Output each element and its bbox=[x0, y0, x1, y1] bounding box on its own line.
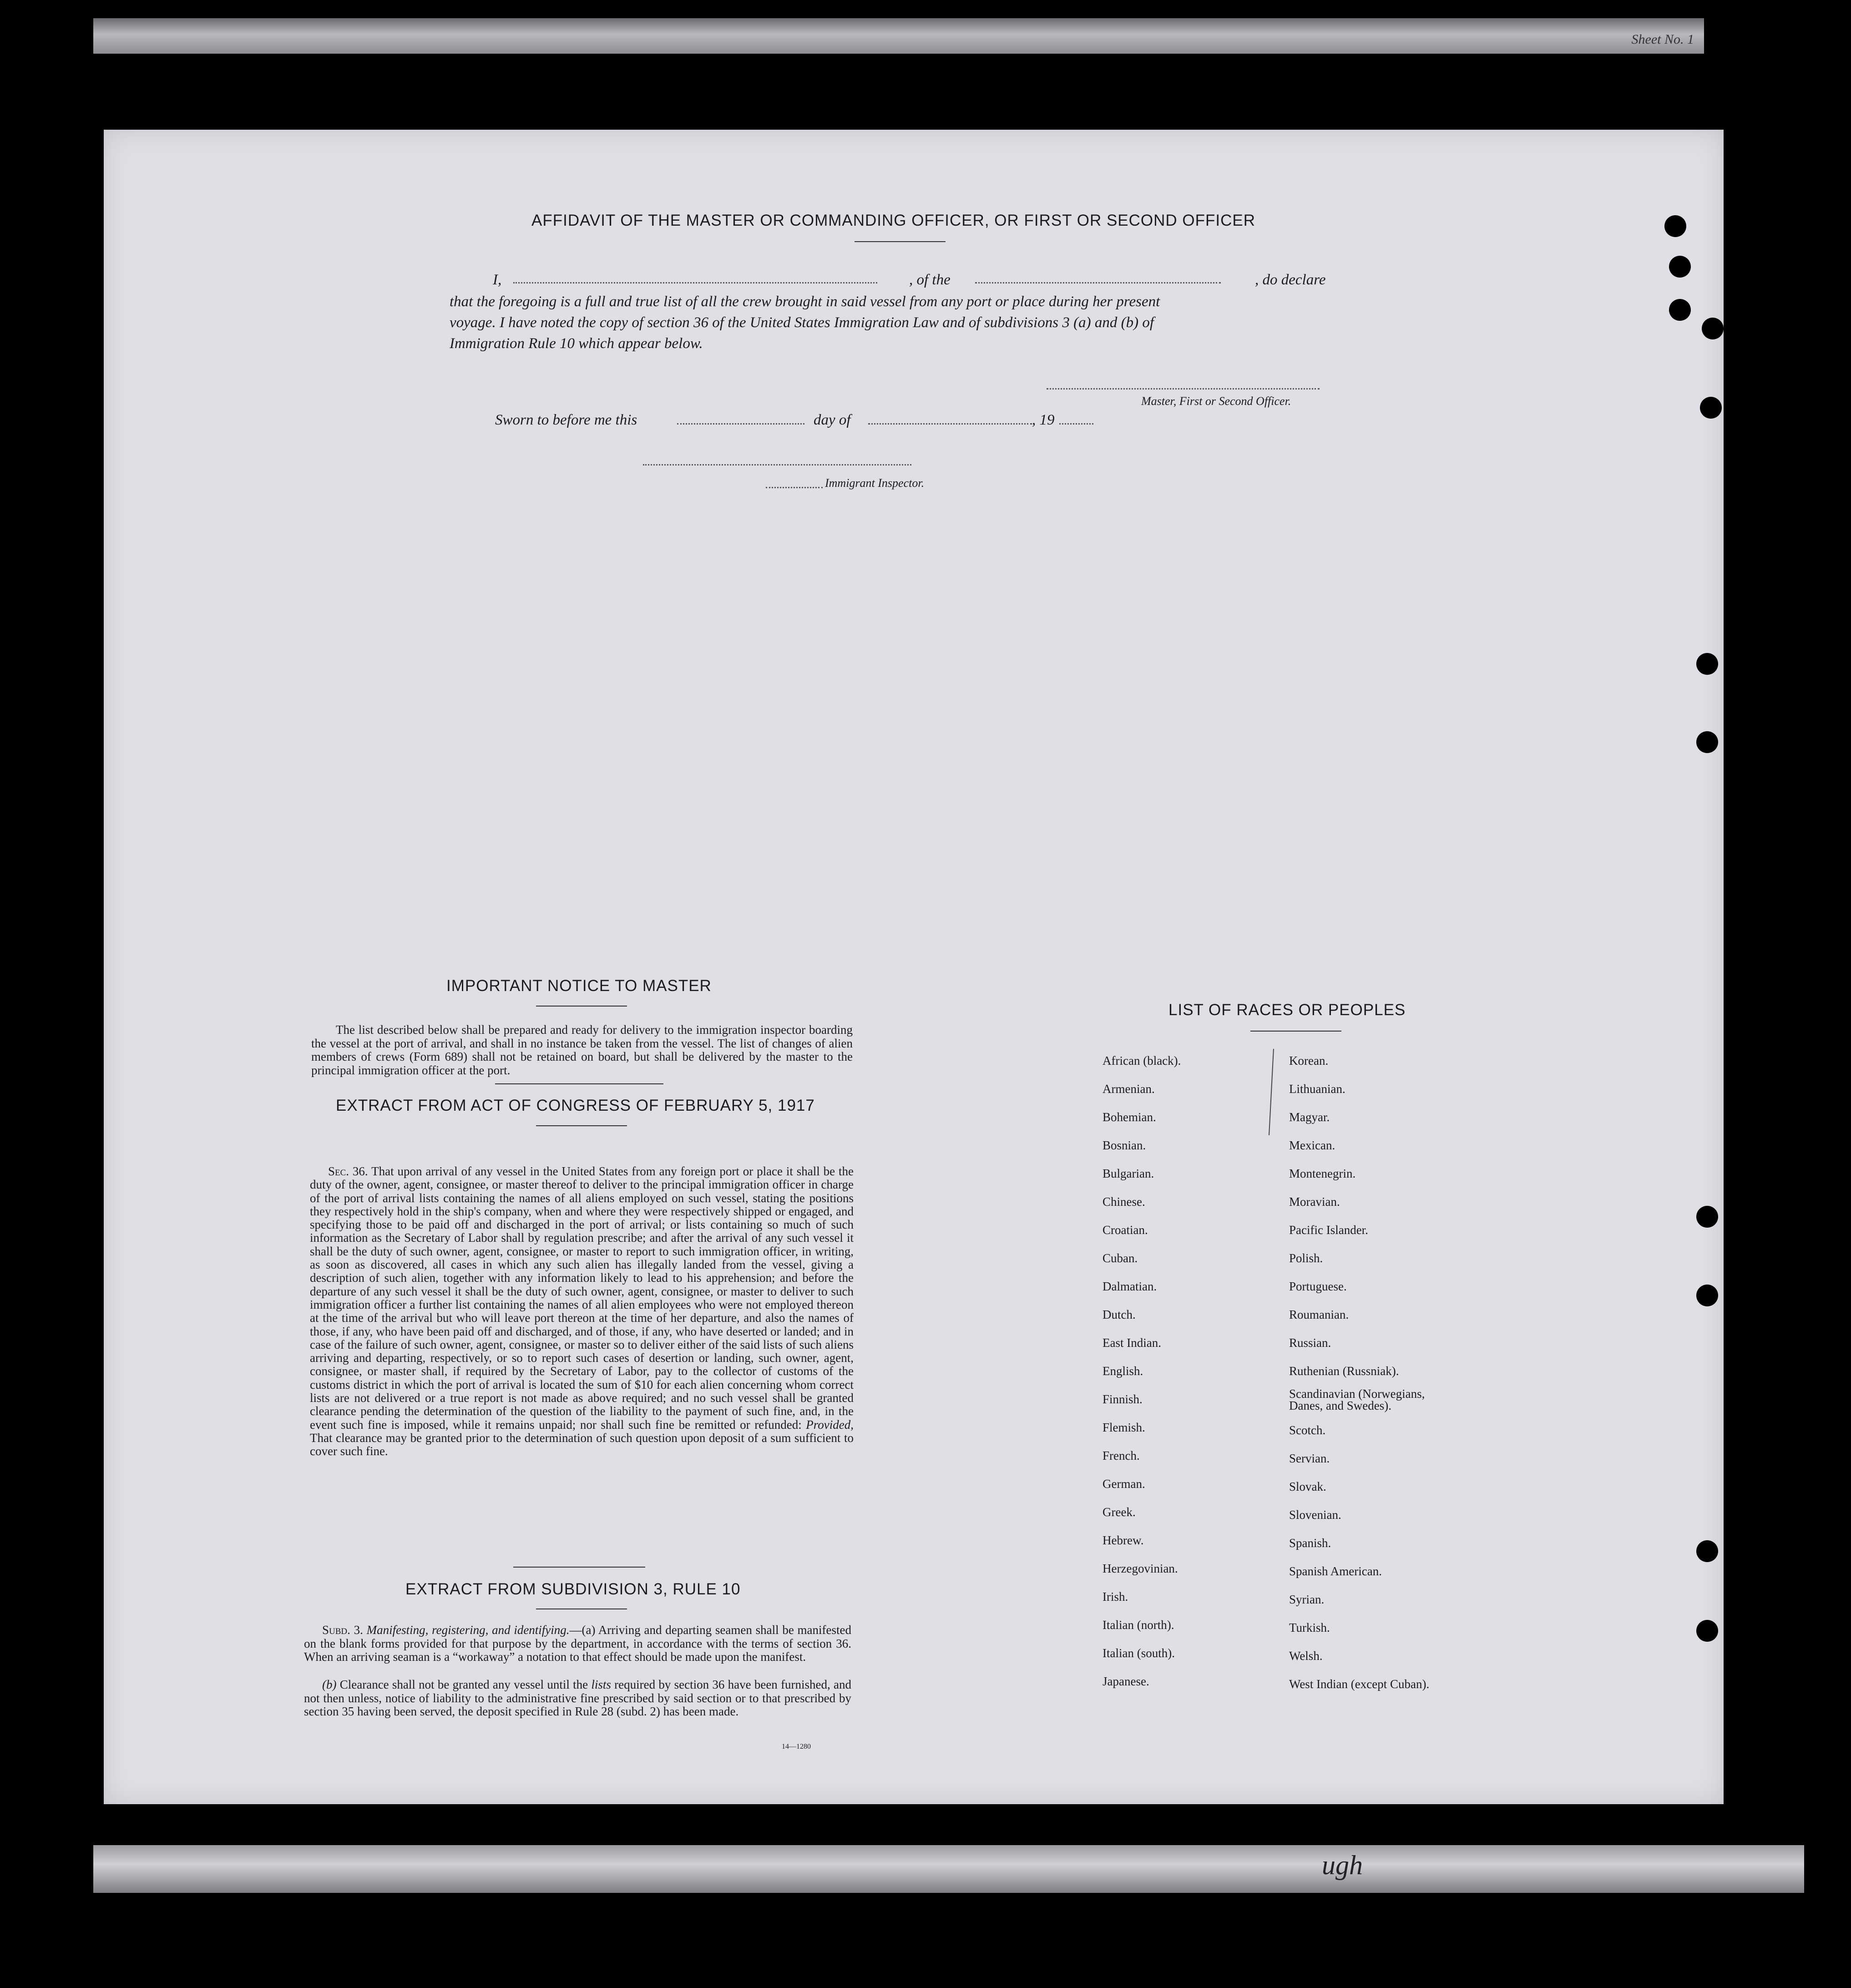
race-item: Magyar. bbox=[1289, 1110, 1330, 1124]
race-item: Slovenian. bbox=[1289, 1508, 1341, 1522]
race-item: Polish. bbox=[1289, 1251, 1323, 1265]
punch-hole bbox=[1702, 318, 1724, 339]
punch-hole bbox=[1696, 1206, 1718, 1228]
sec-36-ending: That clearance may be granted prior to the determination of such question upon deposit of a sum sufficient to cover such fine. bbox=[310, 1431, 854, 1458]
master-signature-line[interactable] bbox=[1047, 388, 1320, 390]
extract-rule-top-rule bbox=[513, 1567, 645, 1568]
para-a-text: Arriving and departing seamen shall be manifested on the blank forms provided for that purpose by the department, in accordance with the terms of section 36. When an arriving seaman is a “workaway” a notation to that effect should be made upon the manifest. bbox=[304, 1623, 852, 1664]
races-title: LIST OF RACES OR PEOPLES bbox=[1168, 1001, 1406, 1019]
race-item-text: Scandinavian (Norwegians, Danes, and Swedes). bbox=[1289, 1387, 1425, 1412]
race-item: English. bbox=[1103, 1364, 1143, 1378]
race-item: Irish. bbox=[1103, 1590, 1128, 1604]
race-item: Moravian. bbox=[1289, 1195, 1340, 1209]
form-number: 14—1280 bbox=[782, 1743, 811, 1750]
bottom-film-strip bbox=[93, 1845, 1804, 1893]
provided-label: Provided, bbox=[806, 1417, 854, 1432]
race-item: East Indian. bbox=[1103, 1336, 1161, 1350]
race-item bbox=[1289, 1385, 1453, 1416]
race-item: Spanish. bbox=[1289, 1536, 1331, 1550]
races-divider bbox=[1269, 1049, 1274, 1135]
race-item: Hebrew. bbox=[1103, 1533, 1144, 1547]
affidavit-do-declare-label: , do declare bbox=[1255, 272, 1326, 288]
master-name-line[interactable] bbox=[513, 282, 877, 283]
para-b-text-1: Clearance shall not be granted any vessel until the bbox=[339, 1678, 588, 1691]
race-item: Korean. bbox=[1289, 1054, 1329, 1067]
race-item: Bulgarian. bbox=[1103, 1167, 1154, 1180]
year-label: , 19 bbox=[1032, 412, 1055, 428]
race-item: Dalmatian. bbox=[1103, 1280, 1157, 1293]
extract-act-text bbox=[310, 1165, 854, 1458]
race-item: Welsh. bbox=[1289, 1649, 1323, 1663]
subd-label: Subd. 3. bbox=[322, 1623, 363, 1637]
inspector-label: Immigrant Inspector. bbox=[825, 476, 925, 490]
punch-hole bbox=[1696, 1620, 1718, 1642]
race-item: African (black). bbox=[1103, 1054, 1181, 1067]
affidavit-i-label: I, bbox=[493, 272, 502, 288]
notice-title: IMPORTANT NOTICE TO MASTER bbox=[446, 977, 712, 995]
sworn-month-line[interactable] bbox=[868, 423, 1032, 425]
vessel-name-line[interactable] bbox=[975, 282, 1221, 283]
punch-hole bbox=[1669, 256, 1691, 278]
race-item: Bohemian. bbox=[1103, 1110, 1156, 1124]
sworn-day-line[interactable] bbox=[677, 423, 804, 425]
notice-divider bbox=[495, 1083, 663, 1084]
master-signature-label: Master, First or Second Officer. bbox=[1141, 395, 1291, 408]
notice-title-rule bbox=[536, 1006, 627, 1007]
punch-hole bbox=[1700, 397, 1722, 419]
races-right-column bbox=[1289, 1047, 1453, 1698]
punch-hole bbox=[1696, 1285, 1718, 1306]
race-item: Russian. bbox=[1289, 1336, 1331, 1350]
race-item: Scotch. bbox=[1289, 1423, 1326, 1437]
race-item: Armenian. bbox=[1103, 1082, 1155, 1096]
race-item: Ruthenian (Russniak). bbox=[1289, 1364, 1399, 1378]
extract-rule-para-a bbox=[304, 1624, 851, 1664]
sworn-year-line[interactable] bbox=[1059, 423, 1093, 425]
document-page bbox=[104, 130, 1724, 1804]
race-item: Pacific Islander. bbox=[1289, 1223, 1368, 1237]
race-item: Italian (south). bbox=[1103, 1646, 1175, 1660]
race-item: Cuban. bbox=[1103, 1251, 1138, 1265]
affidavit-title-rule bbox=[855, 241, 946, 242]
race-item: Turkish. bbox=[1289, 1621, 1330, 1634]
extract-rule-title: EXTRACT FROM SUBDIVISION 3, RULE 10 bbox=[405, 1580, 741, 1598]
races-left-column bbox=[1103, 1047, 1181, 1695]
race-item: Flemish. bbox=[1103, 1421, 1145, 1434]
notice-text: The list described below shall be prepared and ready for delivery to the immigration inspector boarding the vessel at the port of arrival, and shall in no instance be taken from the vessel. The list of changes of alien members of crews (Form 689) shall not be retained on board, but shall be delivered by the master to the principal immigration officer at the port. bbox=[311, 1023, 853, 1077]
punch-hole bbox=[1664, 215, 1686, 237]
punch-hole bbox=[1696, 653, 1718, 675]
race-item: Portuguese. bbox=[1289, 1280, 1347, 1293]
sec-36-body: That upon arrival of any vessel in the United States from any foreign port or place it shall be the duty of the owner, agent, consignee, or master thereof to deliver to the principal immigration officer in charge of the port of arrival lists containing the names of all aliens employed on such vessel, stating the positions they respectively hold in the ship's company, when and where they were respectively shipped or engaged, and specifying those to be paid off and discharged in the port of arrival; or lists containing so much of such information as the Secretary of Labor shall by regulation prescribe; and after the arrival of any such vessel it shall be the duty of such owner, agent, consignee, or master to report to such immigration officer, in writing, as soon as discovered, all cases in which any such alien has illegally landed from the vessel, giving a description of such alien, together with any information likely to lead to his apprehension; and before the departure of any such vessel it shall be the duty of such owner, agent, consignee, or master to deliver to such immigration officer a further list containing the names of all alien employees who were not employed thereon at the time of the arrival but who will leave port thereon at the time of her departure, and also the names of those, if any, who have been paid off and discharged, and of those, if any, who have deserted or landed; and in case of the failure of such owner, agent, consignee, or master so to deliver either of the said lists of such aliens arriving and departing, respectively, or so to report such cases of desertion or landing, such owner, agent, consignee, or master shall, if required by the Secretary of Labor, pay to the collector of customs of the customs district in which the port of arrival is located the sum of $10 for each alien concerning whom correct lists are not delivered or a true report is not made as above required; and no such vessel shall be granted clearance pending the determination of the question of the liability to the payment of such fine, and, in the event such fine is imposed, while it remains unpaid; nor shall such fine be remitted or refunded: bbox=[310, 1164, 854, 1432]
race-item: Greek. bbox=[1103, 1505, 1136, 1519]
sheet-number-label: Sheet No. 1 bbox=[1631, 32, 1694, 47]
inspector-short-line bbox=[766, 487, 823, 488]
race-item: Herzegovinian. bbox=[1103, 1562, 1178, 1575]
race-item: Lithuanian. bbox=[1289, 1082, 1345, 1096]
race-item: Japanese. bbox=[1103, 1674, 1149, 1688]
para-a-label: —(a) bbox=[569, 1623, 596, 1637]
affidavit-body-line-1: that the foregoing is a full and true list of all the crew brought in said vessel from any port or place during her present bbox=[450, 293, 1160, 310]
race-item: Italian (north). bbox=[1103, 1618, 1174, 1632]
race-item: Mexican. bbox=[1289, 1138, 1335, 1152]
race-item: Dutch. bbox=[1103, 1308, 1136, 1321]
race-item: West Indian (except Cuban). bbox=[1289, 1677, 1430, 1691]
race-item: Roumanian. bbox=[1289, 1308, 1349, 1321]
extract-act-title: EXTRACT FROM ACT OF CONGRESS OF FEBRUARY 5, 1917 bbox=[336, 1097, 815, 1114]
sworn-label: Sworn to before me this bbox=[495, 412, 637, 428]
extract-rule-para-b bbox=[304, 1678, 851, 1719]
race-item: Bosnian. bbox=[1103, 1138, 1146, 1152]
subd-heading: Manifesting, registering, and identifying. bbox=[366, 1623, 570, 1637]
race-item: Chinese. bbox=[1103, 1195, 1145, 1209]
affidavit-body-line-2: voyage. I have noted the copy of section 36 of the United States Immigration Law and of subdivisions 3 (a) and (b) of bbox=[450, 314, 1154, 331]
extract-act-title-rule bbox=[536, 1125, 627, 1126]
race-item: Syrian. bbox=[1289, 1593, 1325, 1606]
para-b-text-2: required by section 36 have been furnished, and not then unless, notice of liability to the administrative fine prescribed by said section or to that prescribed by section 35 having been served, the deposit specified in Rule 28 (subd. 2) has been made. bbox=[304, 1678, 852, 1718]
race-item: Finnish. bbox=[1103, 1392, 1143, 1406]
affidavit-body-line-3: Immigration Rule 10 which appear below. bbox=[450, 335, 703, 352]
handwritten-mark: ugh bbox=[1322, 1850, 1363, 1880]
affidavit-of-the-label: , of the bbox=[909, 272, 951, 288]
affidavit-title: AFFIDAVIT OF THE MASTER OR COMMANDING OFFICER, OR FIRST OR SECOND OFFICER bbox=[531, 212, 1256, 229]
inspector-signature-line[interactable] bbox=[643, 464, 911, 465]
para-b-label: (b) bbox=[322, 1678, 337, 1691]
day-of-label: day of bbox=[814, 412, 851, 428]
punch-hole bbox=[1696, 731, 1718, 753]
punch-hole bbox=[1696, 1540, 1718, 1562]
race-item: German. bbox=[1103, 1477, 1145, 1491]
race-item: Slovak. bbox=[1289, 1480, 1326, 1493]
race-item: Spanish American. bbox=[1289, 1564, 1382, 1578]
race-item: Montenegrin. bbox=[1289, 1167, 1356, 1180]
punch-hole bbox=[1669, 299, 1691, 321]
race-item: Croatian. bbox=[1103, 1223, 1148, 1237]
sec-36-label: Sec. 36. bbox=[328, 1164, 368, 1178]
race-item: Servian. bbox=[1289, 1452, 1330, 1465]
race-item: French. bbox=[1103, 1449, 1140, 1462]
races-title-rule bbox=[1250, 1031, 1341, 1032]
para-b-lists: lists bbox=[591, 1678, 611, 1691]
top-film-strip bbox=[93, 18, 1704, 54]
